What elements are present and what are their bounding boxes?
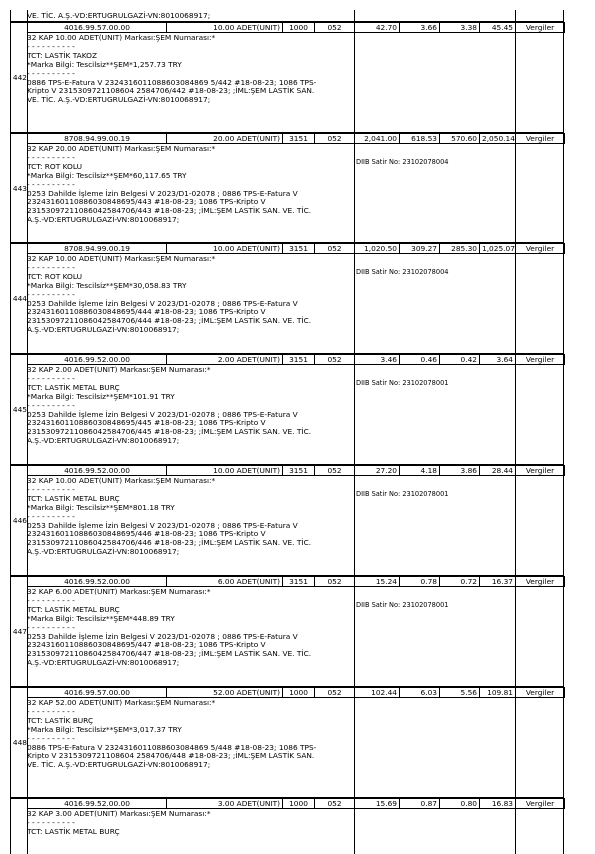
item-code-cell: 8708.94.99.00.19 (27, 243, 167, 254)
item-description: 32 KAP 6.00 ADET(UNIT) Markası:ŞEM Numarası:* - - - - - - - - - - TCT: LASTİK METAL BURÇ *Marka Bilgi: Tescilsiz**ŞEM*448.89 TRY - - - - - - - - - - 0253 Dahilde İşleme İzin Belgesi V 2023/D1-02078 ; 0886 TPS-E-Fatura V 23243160110886030848695/447 #18-08-23; 1086 TPS-Kripto V 23153097211086042584706/447 #18-08-23; ;İML:ŞEM LASTİK SAN. VE. TİC. A.Ş.-VD:ERTUGRULGAZİ-VN:8010068917; (27, 587, 312, 668)
item-row (10, 133, 564, 243)
item-row (10, 687, 564, 798)
item-c1-cell: 1000 (282, 687, 315, 698)
divider (515, 144, 516, 243)
item-tax-cell: Vergiler (515, 687, 565, 698)
item-description: 32 KAP 52.00 ADET(UNIT) Markası:ŞEM Numarası:* - - - - - - - - - - TCT: LASTİK BURÇ *Marka Bilgi: Tescilsiz**ŞEM*3,017.37 TRY - - - - - - - - - - 0886 TPS-E-Fatura V 2324316011088603084869 5/448 #18-08-23; 1086 TPS- Kripto V 2315309721108604 2584706/448 #18-08-23; ;İML:ŞEM LASTİK SAN. VE. TİC. A.Ş.-VD:ERTUGRULGAZİ-VN:8010068917; (27, 698, 317, 770)
divider (354, 587, 355, 687)
item-row (10, 465, 564, 576)
item-code-cell: 4016.99.57.00.00 (27, 687, 167, 698)
item-v1-cell: 0.78 (399, 576, 440, 587)
diib-line-number: DIIB Satir No: 23102078001 (356, 490, 449, 498)
item-c2-cell: 052 (314, 354, 355, 365)
divider (515, 254, 516, 354)
divider (354, 476, 355, 576)
item-v1-cell: 309.27 (399, 243, 440, 254)
item-v1-cell: 6.03 (399, 687, 440, 698)
divider (515, 10, 516, 22)
item-total-cell: 16.37 (479, 576, 516, 587)
item-tax-cell: Vergiler (515, 465, 565, 476)
item-code-cell: 4016.99.52.00.00 (27, 576, 167, 587)
item-row (10, 354, 564, 465)
item-amount-cell: 1,020.50 (354, 243, 400, 254)
item-v2-cell: 3.86 (439, 465, 480, 476)
diib-line-number: DIIB Satir No: 23102078004 (356, 268, 449, 276)
item-c2-cell: 052 (314, 133, 355, 144)
item-code-cell: 8708.94.99.00.19 (27, 133, 167, 144)
divider (354, 365, 355, 465)
item-quantity-cell: 3.00 ADET(UNIT) (166, 798, 283, 809)
item-c2-cell: 052 (314, 243, 355, 254)
item-tax-cell: Vergiler (515, 133, 565, 144)
item-number: 445 (12, 405, 27, 414)
item-number: 447 (12, 627, 27, 636)
item-code-cell: 4016.99.52.00.00 (27, 354, 167, 365)
item-total-cell: 45.45 (479, 22, 516, 33)
diib-line-number: DIIB Satir No: 23102078001 (356, 379, 449, 387)
divider (354, 254, 355, 354)
divider (354, 10, 355, 22)
item-tax-cell: Vergiler (515, 243, 565, 254)
item-c1-cell: 1000 (282, 22, 315, 33)
item-row (10, 576, 564, 687)
diib-line-number: DIIB Satir No: 23102078004 (356, 158, 449, 166)
divider (515, 365, 516, 465)
item-c1-cell: 1000 (282, 798, 315, 809)
item-c2-cell: 052 (314, 798, 355, 809)
item-amount-cell: 2,041.00 (354, 133, 400, 144)
item-amount-cell: 15.69 (354, 798, 400, 809)
item-quantity-cell: 20.00 ADET(UNIT) (166, 133, 283, 144)
item-tax-cell: Vergiler (515, 354, 565, 365)
item-v1-cell: 0.46 (399, 354, 440, 365)
item-c2-cell: 052 (314, 576, 355, 587)
item-description: 32 KAP 20.00 ADET(UNIT) Markası:ŞEM Numarası:* - - - - - - - - - - TCT: ROT KOLU *Marka Bilgi: Tescilsiz**ŞEM*60,117.65 TRY - - - - - - - - - - 0253 Dahilde İşleme İzin Belgesi V 2023/D1-02078 ; 0886 TPS-E-Fatura V 23243160110886030848695/443 #18-08-23; 1086 TPS-Kripto V 23153097211086042584706/443 #18-08-23; ;İML:ŞEM LASTİK SAN. VE. TİC. A.Ş.-VD:ERTUGRULGAZİ-VN:8010068917; (27, 144, 312, 225)
item-number: 446 (12, 516, 27, 525)
item-v1-cell: 4.18 (399, 465, 440, 476)
item-c1-cell: 3151 (282, 354, 315, 365)
item-quantity-cell: 52.00 ADET(UNIT) (166, 687, 283, 698)
item-code-cell: 4016.99.52.00.00 (27, 465, 167, 476)
item-number: 444 (12, 294, 27, 303)
item-quantity-cell: 10.00 ADET(UNIT) (166, 243, 283, 254)
item-description: 32 KAP 10.00 ADET(UNIT) Markası:ŞEM Numarası:* - - - - - - - - - - TCT: ROT KOLU *Marka Bilgi: Tescilsiz**ŞEM*30,058.83 TRY - - - - - - - - - - 0253 Dahilde İşleme İzin Belgesi V 2023/D1-02078 ; 0886 TPS-E-Fatura V 23243160110886030848695/444 #18-08-23; 1086 TPS-Kripto V 23153097211086042584706/444 #18-08-23; ;İML:ŞEM LASTİK SAN. VE. TİC. A.Ş.-VD:ERTUGRULGAZİ-VN:8010068917; (27, 254, 312, 335)
item-c1-cell: 3151 (282, 133, 315, 144)
item-description: 32 KAP 3.00 ADET(UNIT) Markası:ŞEM Numarası:* - - - - - - - - - - TCT: LASTİK METAL BURÇ (27, 809, 211, 836)
item-c2-cell: 052 (314, 465, 355, 476)
item-v2-cell: 0.80 (439, 798, 480, 809)
divider (515, 698, 516, 798)
item-v2-cell: 570.60 (439, 133, 480, 144)
item-c2-cell: 052 (314, 22, 355, 33)
item-c2-cell: 052 (314, 687, 355, 698)
divider (515, 587, 516, 687)
item-c1-cell: 3151 (282, 465, 315, 476)
divider (354, 698, 355, 798)
item-amount-cell: 3.46 (354, 354, 400, 365)
item-c1-cell: 3151 (282, 576, 315, 587)
item-c1-cell: 3151 (282, 243, 315, 254)
top-fragment-row (10, 10, 564, 22)
item-row (10, 798, 564, 854)
item-tax-cell: Vergiler (515, 22, 565, 33)
item-total-cell: 16.83 (479, 798, 516, 809)
item-v1-cell: 3.66 (399, 22, 440, 33)
item-v2-cell: 285.30 (439, 243, 480, 254)
item-v2-cell: 3.38 (439, 22, 480, 33)
item-number: 443 (12, 184, 27, 193)
item-quantity-cell: 6.00 ADET(UNIT) (166, 576, 283, 587)
item-total-cell: 109.81 (479, 687, 516, 698)
item-total-cell: 28.44 (479, 465, 516, 476)
item-v1-cell: 0.87 (399, 798, 440, 809)
item-v1-cell: 618.53 (399, 133, 440, 144)
item-tax-cell: Vergiler (515, 576, 565, 587)
item-quantity-cell: 10.00 ADET(UNIT) (166, 465, 283, 476)
item-number: 442 (12, 73, 27, 82)
item-v2-cell: 0.72 (439, 576, 480, 587)
item-description: 32 KAP 10.00 ADET(UNIT) Markası:ŞEM Numarası:* - - - - - - - - - - TCT: LASTİK TAKOZ *Marka Bilgi: Tescilsiz**ŞEM*1,257.73 TRY - - - - - - - - - - 0886 TPS-E-Fatura V 2324316011088603084869 5/442 #18-08-23; 1086 TPS- Kripto V 2315309721108604 2584706/442 #18-08-23; ;İML:ŞEM LASTİK SAN. VE. TİC. A.Ş.-VD:ERTUGRULGAZİ-VN:8010068917; (27, 33, 317, 105)
item-tax-cell: Vergiler (515, 798, 565, 809)
divider (515, 33, 516, 133)
item-amount-cell: 27.20 (354, 465, 400, 476)
divider (515, 809, 516, 854)
divider (354, 144, 355, 243)
divider (354, 33, 355, 133)
item-description: 32 KAP 10.00 ADET(UNIT) Markası:ŞEM Numarası:* - - - - - - - - - - TCT: LASTİK METAL BURÇ *Marka Bilgi: Tescilsiz**ŞEM*801.18 TRY - - - - - - - - - - 0253 Dahilde İşleme İzin Belgesi V 2023/D1-02078 ; 0886 TPS-E-Fatura V 23243160110886030848695/446 #18-08-23; 1086 TPS-Kripto V 23153097211086042584706/446 #18-08-23; ;İML:ŞEM LASTİK SAN. VE. TİC. A.Ş.-VD:ERTUGRULGAZİ-VN:8010068917; (27, 476, 312, 557)
item-quantity-cell: 10.00 ADET(UNIT) (166, 22, 283, 33)
divider (354, 809, 355, 854)
item-v2-cell: 5.56 (439, 687, 480, 698)
top-fragment-text: VE. TİC. A.Ş.-VD:ERTUGRULGAZİ-VN:8010068917; (27, 11, 211, 20)
item-quantity-cell: 2.00 ADET(UNIT) (166, 354, 283, 365)
item-total-cell: 3.64 (479, 354, 516, 365)
item-number: 448 (12, 738, 27, 747)
item-amount-cell: 102.44 (354, 687, 400, 698)
item-v2-cell: 0.42 (439, 354, 480, 365)
divider (515, 476, 516, 576)
item-code-cell: 4016.99.52.00.00 (27, 798, 167, 809)
item-code-cell: 4016.99.57.00.00 (27, 22, 167, 33)
divider (27, 10, 28, 22)
item-amount-cell: 42.70 (354, 22, 400, 33)
item-total-cell: 1,025.07 (479, 243, 516, 254)
item-row (10, 243, 564, 354)
item-description: 32 KAP 2.00 ADET(UNIT) Markası:ŞEM Numarası:* - - - - - - - - - - TCT: LASTİK METAL BURÇ *Marka Bilgi: Tescilsiz**ŞEM*101.91 TRY - - - - - - - - - - 0253 Dahilde İşleme İzin Belgesi V 2023/D1-02078 ; 0886 TPS-E-Fatura V 23243160110886030848695/445 #18-08-23; 1086 TPS-Kripto V 23153097211086042584706/445 #18-08-23; ;İML:ŞEM LASTİK SAN. VE. TİC. A.Ş.-VD:ERTUGRULGAZİ-VN:8010068917; (27, 365, 312, 446)
item-amount-cell: 15.24 (354, 576, 400, 587)
item-total-cell: 2,050.14 (479, 133, 516, 144)
item-row (10, 22, 564, 133)
diib-line-number: DIIB Satir No: 23102078001 (356, 601, 449, 609)
